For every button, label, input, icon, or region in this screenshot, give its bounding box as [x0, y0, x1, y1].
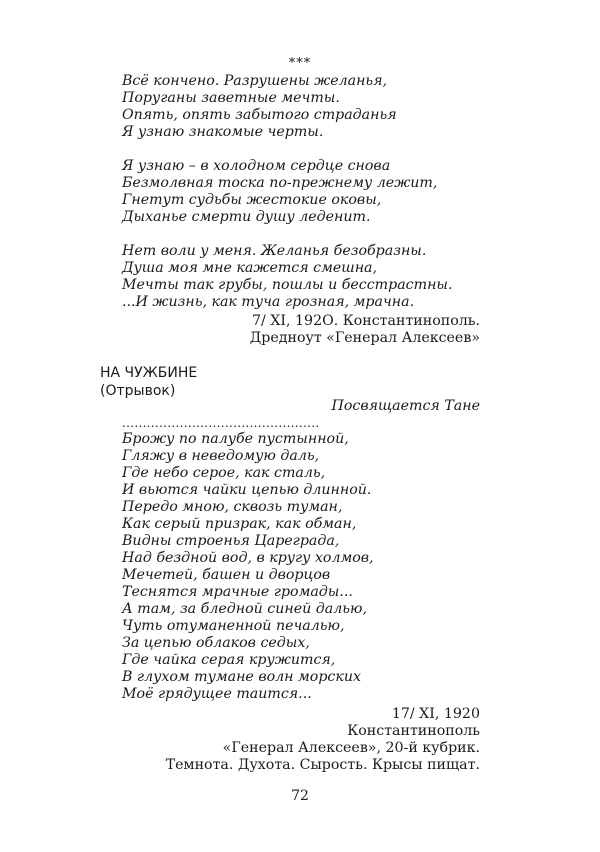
- poem1-stanza-3: [122, 243, 453, 311]
- poem2-title: НА ЧУЖБИНЕ: [100, 365, 198, 381]
- poem2-body: [122, 431, 374, 703]
- signature-line: Константинополь: [347, 723, 480, 739]
- poem1-stanza-2: [122, 158, 437, 226]
- signature-line: 7/ XI, 192О. Константинополь.: [251, 313, 480, 329]
- verse-line: Безмолвная тоска по-прежнему лежит,: [122, 175, 438, 191]
- signature-line: Темнота. Духота. Сырость. Крысы пищат.: [165, 757, 480, 773]
- verse-line: Я узнаю знакомые черты.: [122, 124, 324, 140]
- verse-line: Мечты так грубы, пошлы и бесстрастны.: [122, 277, 453, 293]
- poem1-stanza-1: [122, 73, 397, 141]
- verse-line: Поруганы заветные мечты.: [122, 90, 340, 106]
- verse-line: Дыханье смерти душу леденит.: [122, 209, 371, 225]
- poem1-signature: [250, 313, 480, 347]
- verse-line: Мечетей, башен и дворцов: [122, 567, 331, 583]
- verse-line: Брожу по палубе пустынной,: [122, 431, 349, 447]
- signature-line: «Генерал Алексеев», 20-й кубрик.: [222, 740, 480, 756]
- verse-line: Передо мною, сквозь туман,: [122, 499, 343, 515]
- verse-line: Моё грядущее таится...: [122, 686, 312, 702]
- verse-line: Видны строенья Цареграда,: [122, 533, 340, 549]
- verse-line: В глухом тумане волн морских: [122, 669, 361, 685]
- verse-line: Опять, опять забытого страданья: [122, 107, 397, 123]
- verse-line: Гляжу в неведомую даль,: [122, 448, 320, 464]
- poem2-subtitle: (Отрывок): [100, 383, 176, 399]
- verse-line: И вьются чайки цепью длинной.: [122, 482, 372, 498]
- section-separator: ***: [288, 56, 312, 71]
- verse-line: Чуть отуманенной печалью,: [122, 618, 345, 634]
- verse-line: Всё кончено. Разрушены желанья,: [122, 73, 388, 89]
- poem2-dedication: Посвящается Тане: [331, 398, 480, 414]
- signature-line: 17/ XI, 1920: [391, 706, 480, 722]
- verse-line: Гнетут судьбы жестокие оковы,: [122, 192, 382, 208]
- verse-line: Где небо серое, как сталь,: [122, 465, 326, 481]
- omission-dots: ................................................: [122, 416, 320, 430]
- page-number: 72: [291, 788, 309, 804]
- verse-line: За цепью облаков седых,: [122, 635, 310, 651]
- poem2-signature: [166, 706, 480, 774]
- verse-line: Над бездной вод, в кругу холмов,: [122, 550, 374, 566]
- verse-line: А там, за бледной синей далью,: [122, 601, 367, 617]
- verse-line: Теснятся мрачные громады...: [122, 584, 353, 600]
- verse-line: Нет воли у меня. Желанья безобразны.: [122, 243, 427, 259]
- verse-line: Душа моя мне кажется смешна,: [122, 260, 378, 276]
- verse-line: Я узнаю – в холодном сердце снова: [122, 158, 391, 174]
- verse-line: ...И жизнь, как туча грозная, мрачна.: [122, 294, 415, 310]
- signature-line: Дредноут «Генерал Алексеев»: [249, 330, 480, 346]
- verse-line: Как серый призрак, как обман,: [122, 516, 357, 532]
- verse-line: Где чайка серая кружится,: [122, 652, 336, 668]
